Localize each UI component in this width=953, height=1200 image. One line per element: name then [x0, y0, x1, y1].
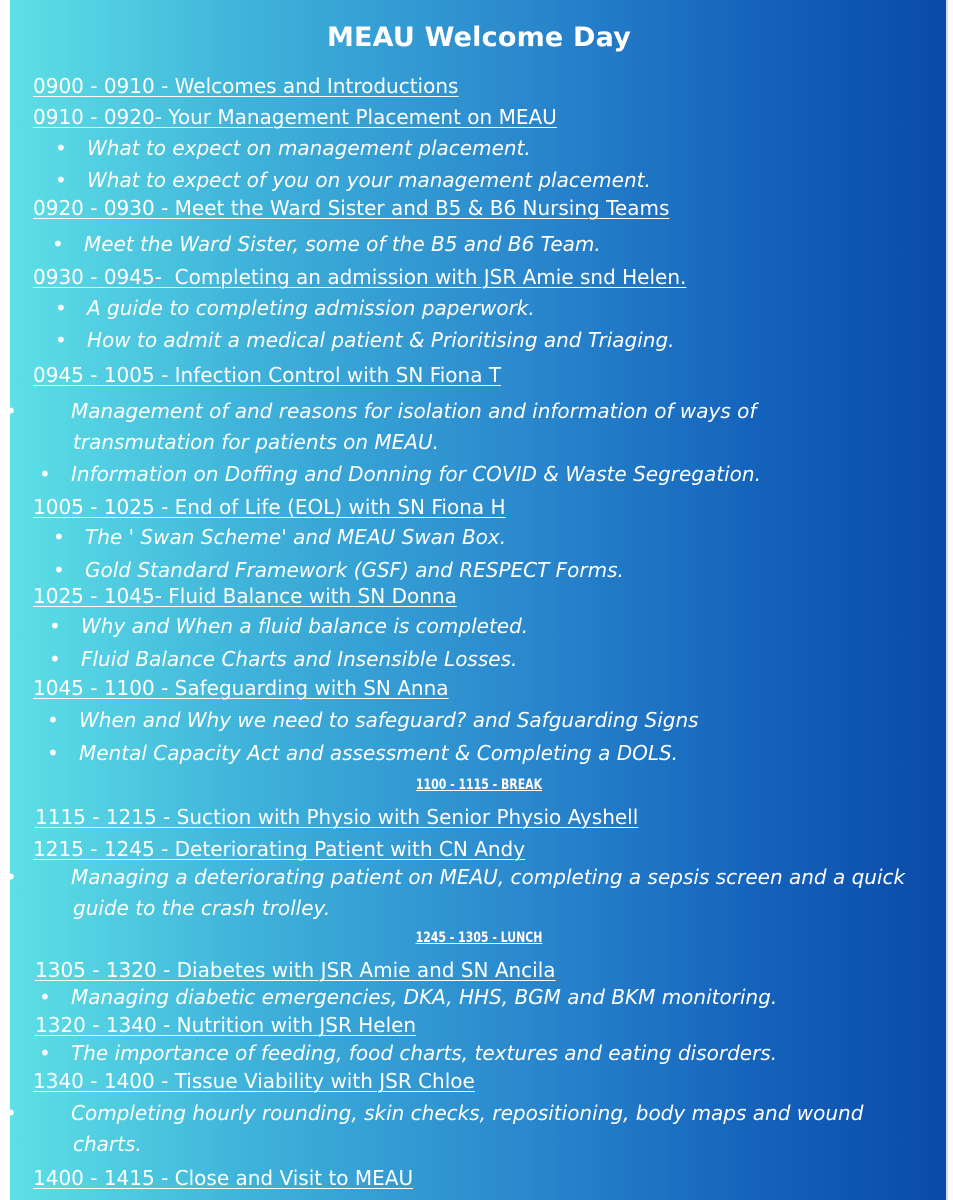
session-heading: 1400 - 1415 - Close and Visit to MEAU: [33, 1166, 414, 1190]
session-bullet: • The importance of feeding, food charts, textures and eating disorders.: [39, 1041, 778, 1065]
session-bullet: • Fluid Balance Charts and Insensible Losses.: [49, 647, 518, 671]
session-bullet: • Information on Doffing and Donning for COVID & Waste Segregation.: [39, 462, 761, 486]
session-heading: 1305 - 1320 - Diabetes with JSR Amie and SN Ancila: [35, 958, 556, 982]
session-heading: 0945 - 1005 - Infection Control with SN Fiona T: [33, 363, 502, 387]
page-title: MEAU Welcome Day: [326, 22, 632, 53]
lunch-label: 1245 - 1305 - LUNCH: [415, 930, 543, 946]
session-heading: 0900 - 0910 - Welcomes and Introductions: [33, 74, 459, 98]
session-heading: 1215 - 1245 - Deteriorating Patient with CN Andy: [33, 837, 526, 861]
session-bullet: • Completing hourly rounding, skin checks, repositioning, body maps and wound charts.: [5, 1101, 864, 1156]
session-bullet: • Managing diabetic emergencies, DKA, HHS, BGM and BKM monitoring.: [39, 985, 778, 1009]
session-bullet: • What to expect on management placement.: [55, 136, 531, 160]
session-heading: 1320 - 1340 - Nutrition with JSR Helen: [35, 1013, 417, 1037]
page-edge: [946, 0, 948, 1200]
session-heading: 1340 - 1400 - Tissue Viability with JSR Chloe: [33, 1069, 475, 1093]
session-heading: 0920 - 0930 - Meet the Ward Sister and B5 & B6 Nursing Teams: [33, 196, 670, 220]
session-bullet: • A guide to completing admission paperwork.: [55, 296, 535, 320]
session-heading: 0930 - 0945- Completing an admission with JSR Amie snd Helen.: [33, 265, 687, 289]
session-bullet: • Gold Standard Framework (GSF) and RESPECT Forms.: [53, 558, 624, 582]
session-heading: 1045 - 1100 - Safeguarding with SN Anna: [33, 676, 449, 700]
session-bullet: • Why and When a fluid balance is completed.: [49, 614, 529, 638]
session-bullet: • The ' Swan Scheme' and MEAU Swan Box.: [53, 525, 507, 549]
session-heading: 1005 - 1025 - End of Life (EOL) with SN Fiona H: [33, 495, 506, 519]
session-heading: 1025 - 1045- Fluid Balance with SN Donna: [33, 584, 457, 608]
session-bullet: • What to expect of you on your management placement.: [55, 168, 651, 192]
session-bullet: • How to admit a medical patient & Prioritising and Triaging.: [55, 328, 675, 352]
agenda-document: [5, 0, 948, 1200]
session-bullet: • When and Why we need to safeguard? and Safguarding Signs: [47, 708, 699, 732]
session-bullet: • Managing a deteriorating patient on MEAU, completing a sepsis screen and a quick guide to the crash trolley.: [5, 865, 906, 920]
session-heading: 1115 - 1215 - Suction with Physio with Senior Physio Ayshell: [35, 805, 639, 829]
session-bullet: • Mental Capacity Act and assessment & Completing a DOLS.: [47, 741, 679, 765]
session-heading: 0910 - 0920- Your Management Placement on MEAU: [33, 105, 557, 129]
session-bullet: • Management of and reasons for isolation and information of ways of transmutation for patients on MEAU.: [5, 399, 757, 454]
session-bullet: • Meet the Ward Sister, some of the B5 and B6 Team.: [52, 232, 601, 256]
break-label: 1100 - 1115 - BREAK: [415, 777, 543, 793]
